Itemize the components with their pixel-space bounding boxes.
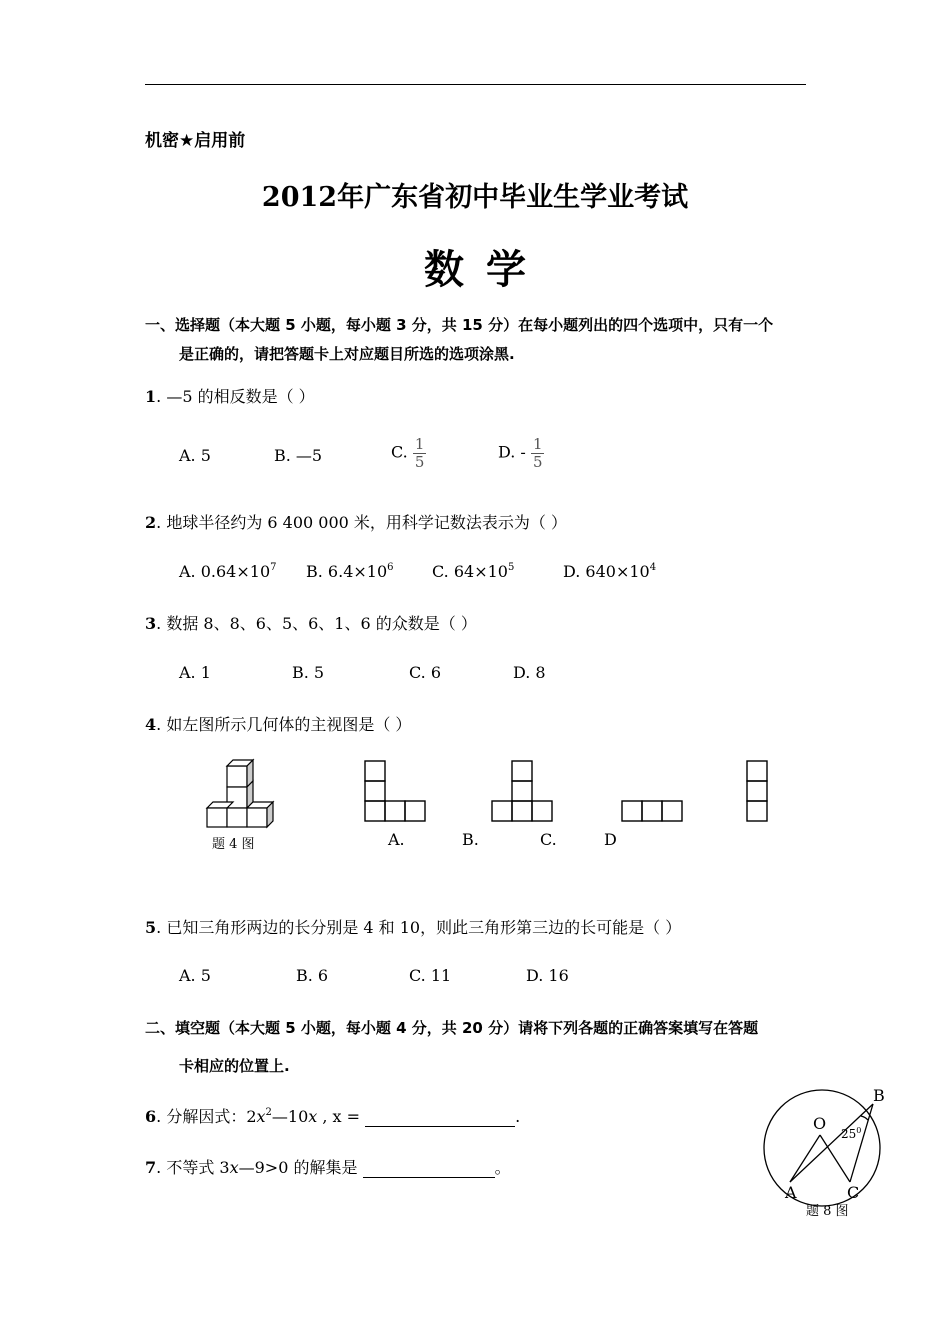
- q5-option-a: A. 5: [179, 966, 211, 985]
- q5-stem: [145, 915, 681, 938]
- q5-option-b: B. 6: [296, 966, 329, 985]
- q3-stem: [145, 611, 477, 634]
- q6-number: 6: [145, 1107, 157, 1126]
- q4-option-d: D: [604, 830, 617, 849]
- q5-option-c: C. 11: [409, 966, 452, 985]
- q6-stem: [145, 1104, 520, 1127]
- q1-option-b: B. —5: [274, 446, 323, 465]
- q1-option-d-fraction: [531, 436, 545, 470]
- q4-option-a-figure: [364, 760, 426, 822]
- q1-number: 1: [145, 387, 157, 406]
- q4-figure-caption: 题 4 图: [212, 837, 255, 852]
- q4-option-b: B.: [462, 830, 479, 849]
- q2-option-a-exp: 7: [270, 562, 277, 573]
- section2-heading: 二、填空题（本大题 5 小题，每小题 4 分，共 20 分）请将下列各题的正确答案填写在答题: [145, 1019, 759, 1037]
- fig8-label-b: B: [873, 1086, 885, 1105]
- q3-option-b: B. 5: [292, 663, 325, 682]
- q2-option-c-exp: 5: [507, 562, 515, 573]
- q7-text-end: 。: [494, 1158, 511, 1177]
- q1-text: . —5 的相反数是（ ）: [156, 387, 315, 406]
- q1-c-numerator: 1: [414, 435, 425, 453]
- q1-option-c-label: C.: [391, 442, 408, 462]
- fig8-caption: 题 8 图: [806, 1204, 849, 1219]
- q4-option-b-figure: [491, 760, 553, 822]
- q6-text-pre: . 分解因式：2: [156, 1107, 257, 1126]
- fig8-angle-label: [841, 1127, 861, 1141]
- q3-text: . 数据 8、8、6、5、6、1、6 的众数是（ ）: [156, 614, 477, 633]
- q7-number: 7: [145, 1158, 157, 1177]
- q4-number: 4: [145, 715, 157, 734]
- section1-heading-cont: 是正确的，请把答题卡上对应题目所选的选项涂黑.: [179, 345, 515, 363]
- q4-solid-figure: [200, 755, 280, 830]
- section2-heading-cont: 卡相应的位置上.: [179, 1057, 290, 1075]
- q4-stem: [145, 712, 411, 735]
- q7-text-pre: . 不等式 3: [156, 1158, 230, 1177]
- q2-option-b-base: B. 6.4×10: [306, 562, 388, 581]
- q2-option-d-exp: 4: [649, 562, 657, 573]
- q1-option-c: [391, 436, 426, 470]
- q4-option-c: C.: [540, 830, 557, 849]
- q4-text: . 如左图所示几何体的主视图是（ ）: [156, 715, 412, 734]
- q1-c-denominator: 5: [414, 452, 425, 471]
- q5-option-d: D. 16: [526, 966, 569, 985]
- fig8-label-a: A: [785, 1183, 797, 1202]
- q3-option-c: C. 6: [409, 663, 442, 682]
- q7-text-post: —9>0 的解集是: [238, 1158, 363, 1177]
- q1-stem: [145, 384, 315, 407]
- q7-stem: [145, 1155, 511, 1178]
- q1-option-d-label: D. -: [498, 442, 526, 462]
- fig8-angle-value: 25: [841, 1127, 857, 1141]
- q4-option-a: A.: [388, 830, 405, 849]
- q6-answer-blank[interactable]: [365, 1107, 515, 1127]
- fig8-label-o: O: [813, 1114, 827, 1133]
- q2-stem: [145, 510, 567, 533]
- section1-heading: 一、选择题（本大题 5 小题，每小题 3 分，共 15 分）在每小题列出的四个选项中，只有一个: [145, 316, 774, 334]
- q2-option-d-base: D. 640×10: [563, 562, 650, 581]
- exam-title: 2012年广东省初中毕业生学业考试: [261, 182, 689, 213]
- fig8-label-c: C: [847, 1183, 860, 1202]
- q6-text-mid: —10: [271, 1107, 309, 1126]
- q2-option-d: [563, 562, 656, 581]
- top-rule: [145, 84, 806, 85]
- q7-var-x: x: [229, 1158, 239, 1177]
- q1-option-a: A. 5: [179, 446, 211, 465]
- q5-number: 5: [145, 918, 157, 937]
- q3-option-d: D. 8: [513, 663, 546, 682]
- q6-text-end: .: [515, 1107, 521, 1126]
- q4-option-c-figure: [621, 800, 683, 822]
- q1-option-d: [498, 436, 544, 470]
- confidential-label: 机密★启用前: [145, 131, 246, 151]
- q2-option-c-base: C. 64×10: [432, 562, 508, 581]
- q1-d-denominator: 5: [532, 452, 543, 471]
- q6-var-x: x: [256, 1107, 266, 1126]
- q3-number: 3: [145, 614, 157, 633]
- q1-d-numerator: 1: [532, 435, 543, 453]
- q2-number: 2: [145, 513, 157, 532]
- subject-title: 数学: [424, 246, 548, 293]
- q2-option-a-base: A. 0.64×10: [179, 562, 271, 581]
- q1-option-c-fraction: [413, 436, 427, 470]
- q2-text: . 地球半径约为 6 400 000 米，用科学记数法表示为（ ）: [156, 513, 568, 532]
- q6-text-post: , x =: [317, 1107, 366, 1126]
- q6-exponent: 2: [265, 1107, 272, 1118]
- q6-var-x2: x: [308, 1107, 318, 1126]
- q3-option-a: A. 1: [179, 663, 211, 682]
- q2-option-b-exp: 6: [387, 562, 394, 573]
- fig8-angle-degree: 0: [856, 1126, 862, 1135]
- q7-answer-blank[interactable]: [363, 1158, 495, 1178]
- q5-text: . 已知三角形两边的长分别是 4 和 10，则此三角形第三边的长可能是（ ）: [156, 918, 682, 937]
- q4-option-d-figure: [746, 760, 768, 822]
- q2-option-b: [306, 562, 394, 581]
- q2-option-c: [432, 562, 514, 581]
- q2-option-a: [179, 562, 277, 581]
